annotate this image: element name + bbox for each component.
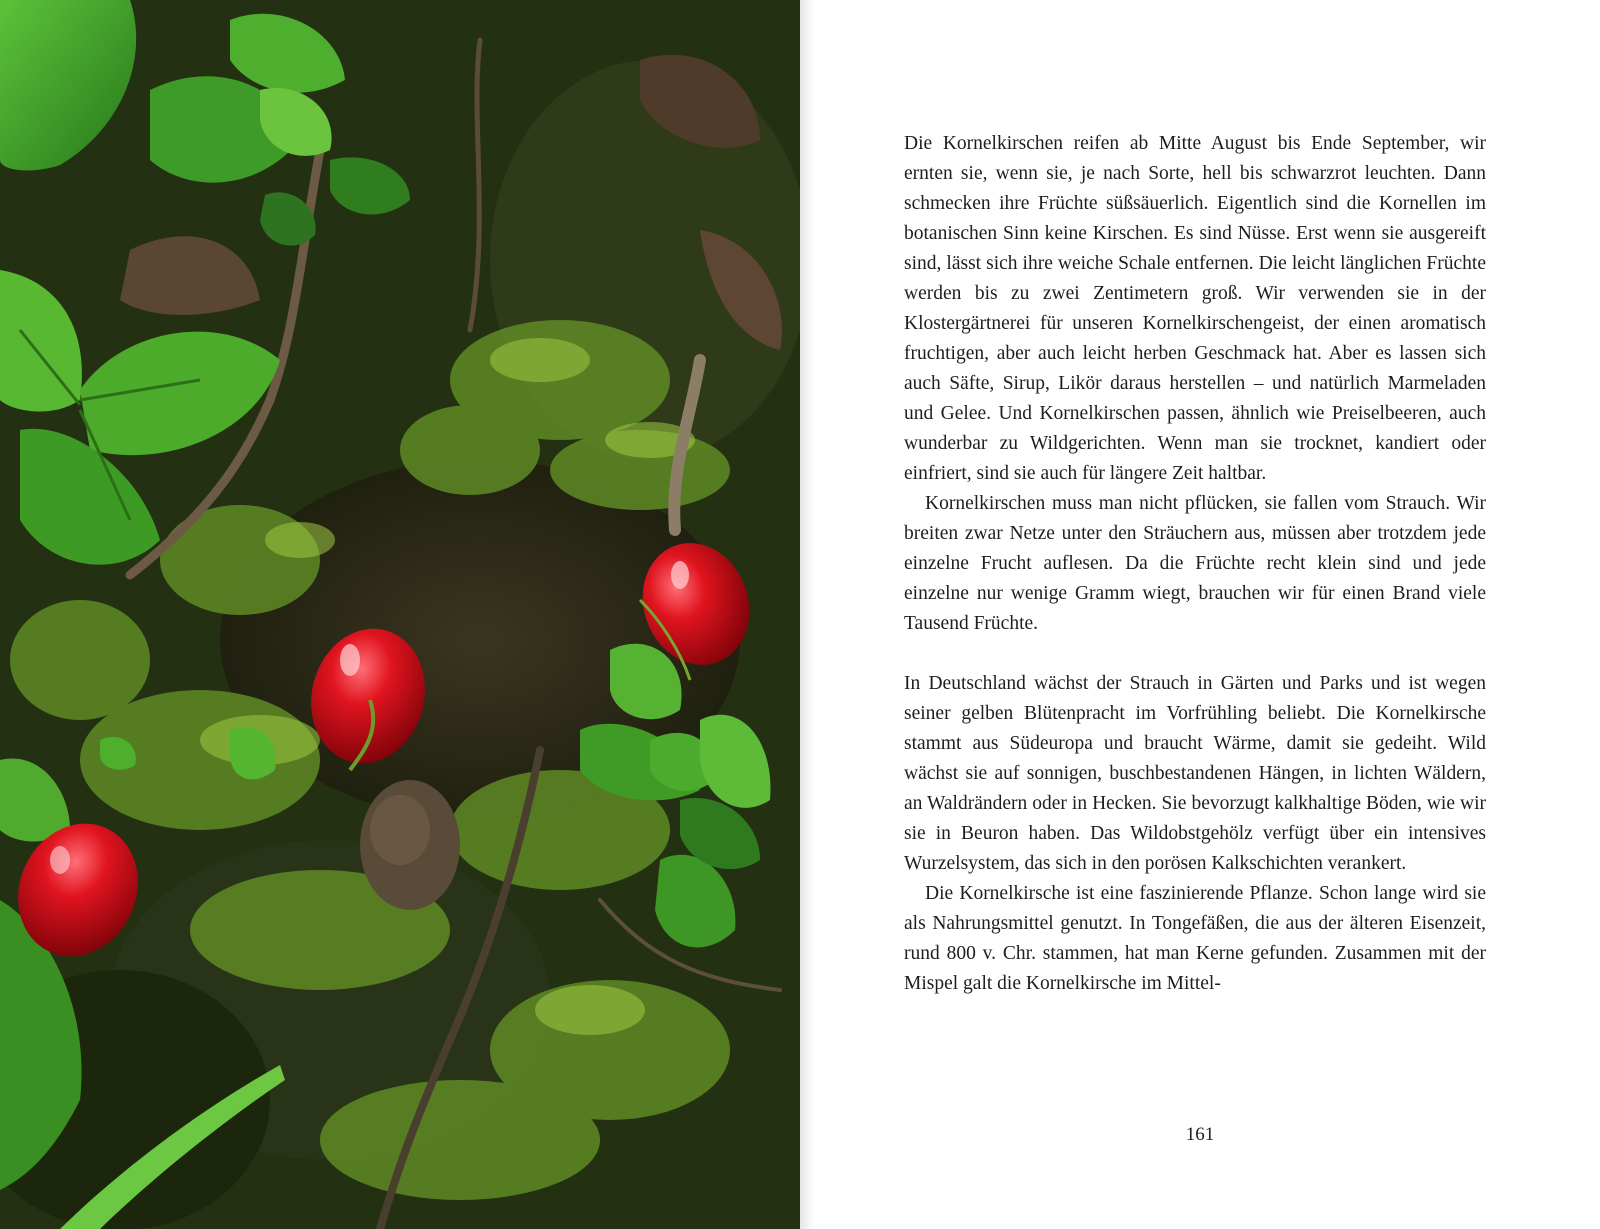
body-text — [904, 129, 1486, 999]
paragraph-4: Die Kornelkirsche ist eine faszinierende Pflanze. Schon lange wird sie als Nahrungsmittel genutzt. In Tongefäßen, die aus der älteren Eisenzeit, rund 800 v. Chr. stammen, hat man Kerne gefunden. Zusammen mit der Mispel galt die Kornelkirsche im Mittel- — [904, 883, 1486, 994]
paragraph-1: Die Kornelkirschen reifen ab Mitte August bis Ende September, wir ernten sie, wenn sie, je nach Sorte, hell bis schwarzrot leuchten. Dann schmecken ihre Früchte süßsäuerlich. Eigentlich sind die Kornellen im botanischen Sinn keine Kirschen. Es sind Nüsse. Erst wenn sie ausgereift sind, lässt sich ihre weiche Schale entfernen. Die leicht länglichen Früchte werden bis zu zwei Zentimetern groß. Wir verwenden sie in der Klostergärtnerei für unseren Kornelkirschengeist, der einen aromatisch fruchtigen, aber auch leicht herben Geschmack hat. Aber es lassen sich auch Säfte, Sirup, Likör daraus herstellen – und natürlich Marmeladen und Gelee. Und Kornelkirschen passen, ähnlich wie Preiselbeeren, auch wunderbar zu Wildgerichten. Wenn man sie trocknet, kandiert oder einfriert, sind sie auch für längere Zeit haltbar. — [904, 133, 1486, 484]
page-number: 161 — [1185, 1124, 1215, 1145]
paragraph-3: In Deutschland wächst der Strauch in Gärten und Parks und ist wegen seiner gelben Blütenpracht im Vorfrühling beliebt. Die Kornelkirsche stammt aus Südeuropa und braucht Wärme, damit sie gedeiht. Wild wächst sie auf sonnigen, buschbestandenen Hängen, in lichten Wäldern, an Waldrändern oder in Hecken. Sie bevorzugt kalkhaltige Böden, wie wir sie in Beuron haben. Das Wildobstgehölz verfügt über ein intensives Wurzelsystem, das sich in den porösen Kalkschichten verankert. — [904, 673, 1486, 874]
page-gutter-shadow — [800, 0, 814, 1229]
text-page — [800, 0, 1600, 1229]
paragraph-2: Kornelkirschen muss man nicht pflücken, sie fallen vom Strauch. Wir breiten zwar Netze unter den Sträuchern aus, müssen aber trotzdem jede einzelne Frucht auflesen. Da die Früchte recht klein sind und jede einzelne nur wenige Gramm wiegt, brauchen wir für einen Brand viele Tausend Früchte. — [904, 493, 1486, 634]
